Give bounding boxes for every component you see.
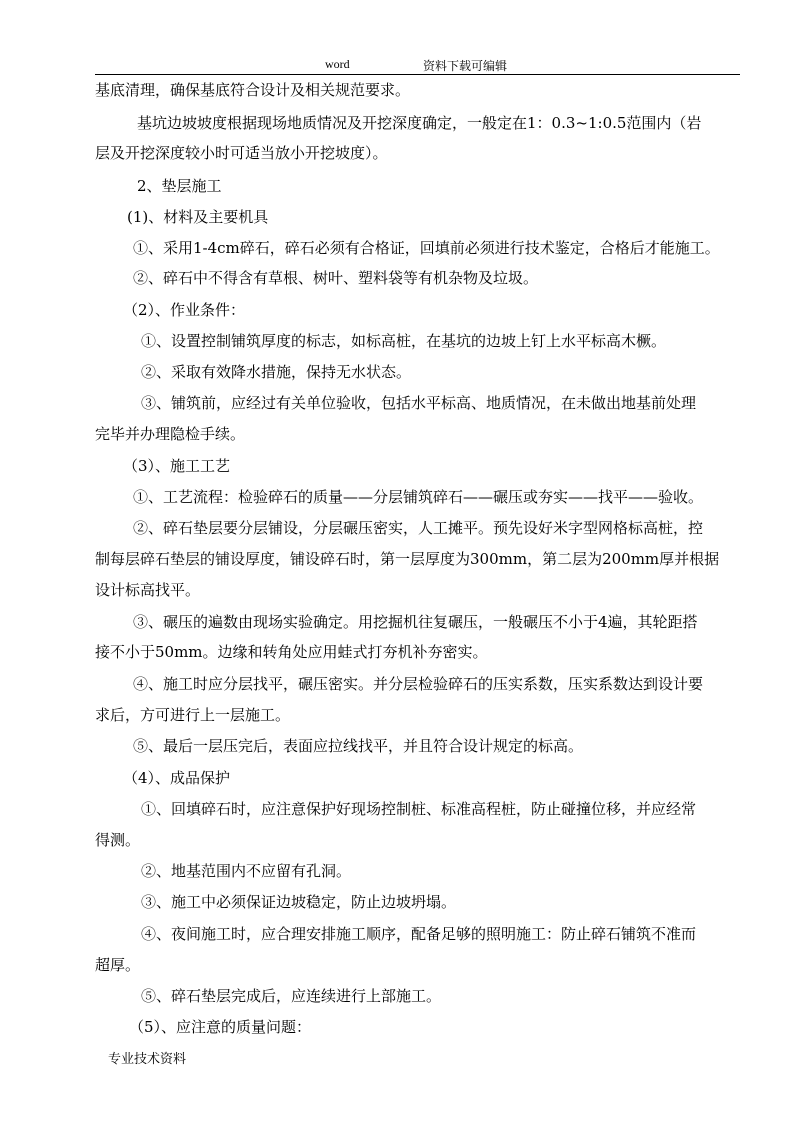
text-line: 设计标高找平。 (95, 581, 201, 599)
page-header (95, 56, 740, 75)
text-line: 制每层碎石垫层的铺设厚度，铺设碎石时，第一层厚度为300mm，第二层为200mm厚并根据 (95, 550, 720, 568)
sub-heading: （4）、成品保护 (123, 769, 231, 787)
text-line: ⑤、碎石垫层完成后，应连续进行上部施工。 (141, 987, 442, 1005)
text-line: ②、采取有效降水措施，保持无水状态。 (141, 363, 412, 381)
text-line: ②、碎石中不得含有草根、树叶、塑料袋等有机杂物及垃圾。 (133, 269, 539, 287)
text-line: 接不小于50mm。边缘和转角处应用蛙式打夯机补夯密实。 (95, 643, 488, 661)
text-line: ②、碎石垫层要分层铺设，分层碾压密实，人工摊平。预先设好米字型网格标高桩，控 (133, 519, 704, 537)
text-line: 完毕并办理隐检手续。 (95, 425, 246, 443)
text-line: ③、铺筑前，应经过有关单位验收，包括水平标高、地质情况，在未做出地基前处理 (141, 394, 697, 412)
text-line: 得测。 (95, 831, 141, 849)
text-line: ①、回填碎石时，应注意保护好现场控制桩、标准高程桩，防止碰撞位移，并应经常 (141, 800, 697, 818)
text-line: ④、施工时应分层找平，碾压密实。并分层检验碎石的压实系数，压实系数达到设计要 (133, 675, 704, 693)
text-line: ①、设置控制铺筑厚度的标志，如标高桩，在基坑的边坡上钉上水平标高木橛。 (141, 332, 667, 350)
text-line: ①、采用1-4cm碎石，碎石必须有合格证，回填前必须进行技术鉴定，合格后才能施工。 (133, 239, 720, 257)
text-line: 基底清理，确保基底符合设计及相关规范要求。 (95, 81, 411, 99)
text-line: 基坑边坡坡度根据现场地质情况及开挖深度确定，一般定在1：0.3~1:0.5范围内（岩 (137, 114, 702, 132)
text-line: ②、地基范围内不应留有孔洞。 (141, 862, 352, 880)
sub-heading: （5）、应注意的质量问题： (129, 1018, 312, 1036)
text-line: ③、碾压的遍数由现场实验确定。用挖掘机往复碾压，一般碾压不小于4遍，其轮距搭 (133, 613, 698, 631)
sub-heading: （3）、施工工艺 (123, 457, 231, 475)
text-line: 层及开挖深度较小时可适当放小开挖坡度）。 (95, 144, 388, 162)
sub-heading: (1)、材料及主要机具 (127, 208, 269, 226)
text-line: ④、夜间施工时，应合理安排施工顺序，配备足够的照明施工：防止碎石铺筑不准而 (141, 925, 697, 943)
header-word: word (325, 57, 350, 71)
header-title: 资料下载可编辑 (423, 59, 508, 73)
text-line: ①、工艺流程：检验碎石的质量——分层铺筑碎石——碾压或夯实——找平——验收。 (133, 488, 704, 506)
page-footer: 专业技术资料 (108, 1052, 187, 1067)
sub-heading: （2）、作业条件： (123, 301, 246, 319)
text-line: 求后，方可进行上一层施工。 (95, 706, 291, 724)
text-line: ③、施工中必须保证边坡稳定，防止边坡坍塌。 (141, 893, 457, 911)
text-line: 超厚。 (95, 956, 141, 974)
text-line: ⑤、最后一层压完后，表面应拉线找平，并且符合设计规定的标高。 (133, 737, 584, 755)
section-heading: 2、垫层施工 (137, 177, 222, 195)
